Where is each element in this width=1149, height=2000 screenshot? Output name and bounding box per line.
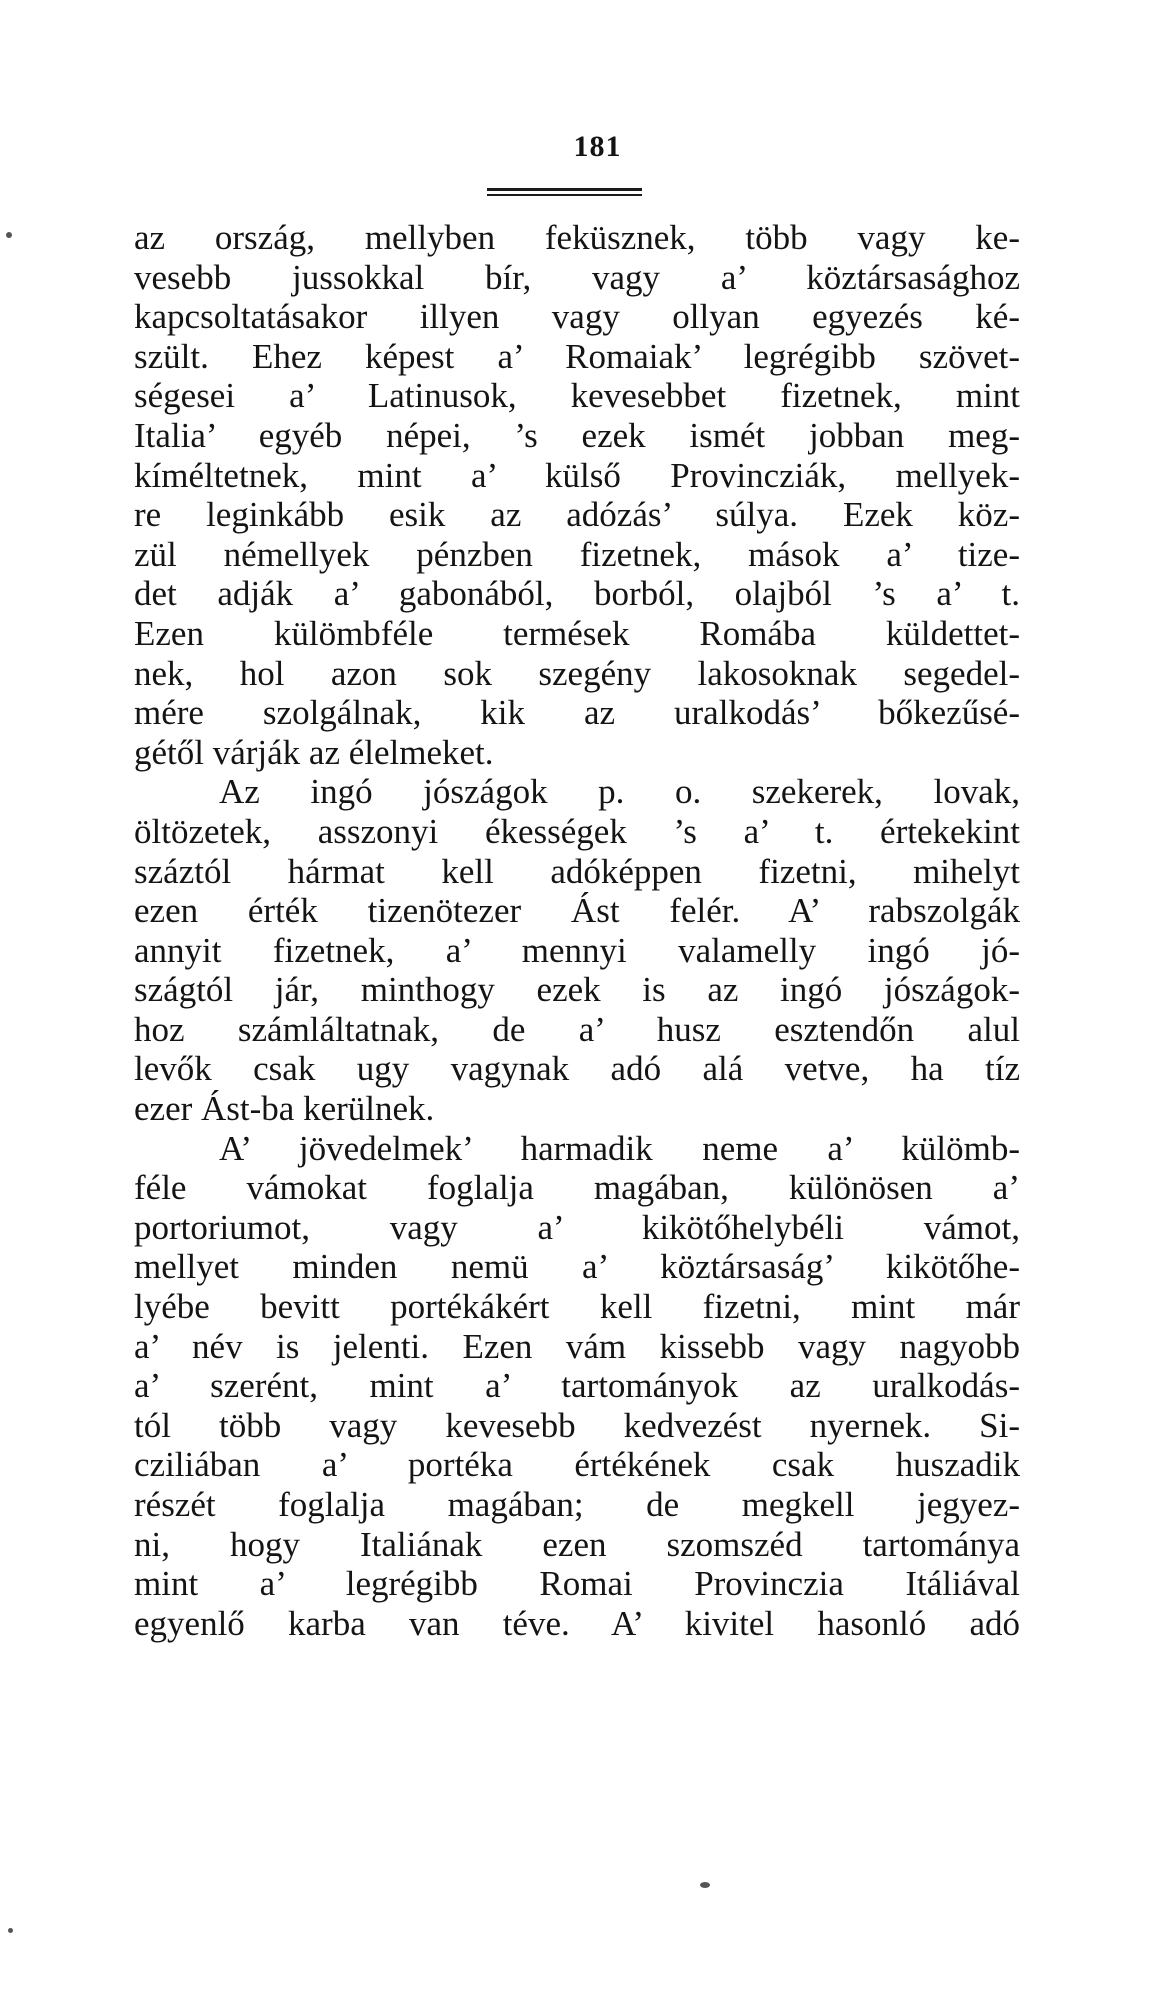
text-line: lyébe bevitt portékákért kell fizetni, mint már: [134, 1287, 1020, 1327]
header-rule-thin: [487, 194, 642, 196]
text-line: cziliában a’ portéka értékének csak huszadik: [134, 1445, 1020, 1485]
text-line: ségesei a’ Latinusok, kevesebbet fizetnek, mint: [134, 376, 1020, 416]
text-line: gétől várják az élelmeket.: [134, 732, 494, 772]
text-line: az ország, mellyben feküsznek, több vagy ke-: [134, 218, 1020, 257]
text-line: det adják a’ gabonából, borból, olajból ’s a’ t.: [134, 574, 1020, 614]
text-line: öltözetek, asszonyi ékességek ’s a’ t. értekekint: [134, 811, 1020, 851]
text-line: részét foglalja magában; de megkell jegyez-: [134, 1485, 1020, 1524]
text-line: mellyet minden nemü a’ köztársaság’ kikötőhe-: [134, 1247, 1020, 1287]
text-line: kíméltetnek, mint a’ külső Provincziák, mellyek-: [134, 455, 1020, 495]
text-line: portoriumot, vagy a’ kikötőhelybéli vámot,: [134, 1207, 1020, 1247]
header-rule: [487, 188, 642, 191]
text-line: mére szolgálnak, kik az uralkodás’ bőkezűsé-: [134, 693, 1020, 733]
text-line: levők csak ugy vagynak adó alá vetve, ha tíz: [134, 1049, 1020, 1089]
text-line: ezen érték tizenötezer Ást felér. A’ rabszolgák: [134, 891, 1020, 931]
text-line: szült. Ehez képest a’ Romaiak’ legrégibb szövet-: [134, 336, 1020, 376]
paper-speck: [6, 232, 12, 238]
text-line: mint a’ legrégibb Romai Provinczia Itáliával: [134, 1564, 1020, 1604]
text-line: féle vámokat foglalja magában, különösen a’: [134, 1168, 1020, 1208]
paper-speck: [700, 1882, 710, 1888]
text-line: ezer Ást-ba kerülnek.: [134, 1089, 435, 1129]
text-line: száztól hármat kell adóképpen fizetni, mihelyt: [134, 851, 1020, 891]
page-number: 181: [573, 130, 622, 163]
text-line: egyenlő karba van téve. A’ kivitel hasonló adó: [134, 1603, 1020, 1643]
text-line: Ezen külömbféle termések Romába küldettet-: [134, 613, 1020, 653]
text-line: annyit fizetnek, a’ mennyi valamelly ingó jó-: [134, 930, 1020, 970]
text-line: kapcsoltatásakor illyen vagy ollyan egyezés ké-: [134, 297, 1020, 337]
paper-speck: [8, 1928, 13, 1933]
text-line: a’ név is jelenti. Ezen vám kissebb vagy nagyobb: [134, 1326, 1020, 1366]
text-line: szágtól jár, minthogy ezek is az ingó jószágok-: [134, 970, 1020, 1010]
text-line: hoz számláltatnak, de a’ husz esztendőn alul: [134, 1009, 1020, 1049]
text-line: nek, hol azon sok szegény lakosoknak segedel-: [134, 653, 1020, 693]
text-line: re leginkább esik az adózás’ súlya. Ezek köz-: [134, 495, 1020, 535]
text-line: a’ szerént, mint a’ tartományok az uralkodás-: [134, 1366, 1020, 1406]
text-line: Az ingó jószágok p. o. szekerek, lovak,: [219, 772, 1020, 812]
text-line: zül némellyek pénzben fizetnek, mások a’ tize-: [134, 534, 1020, 574]
text-line: vesebb jussokkal bír, vagy a’ köztársasághoz: [134, 257, 1020, 297]
text-line: A’ jövedelmek’ harmadik neme a’ külömb-: [219, 1128, 1020, 1168]
text-line: ni, hogy Italiának ezen szomszéd tartománya: [134, 1524, 1020, 1564]
text-line: tól több vagy kevesebb kedvezést nyernek. Si-: [134, 1405, 1020, 1445]
body-text: [134, 218, 1020, 1643]
text-line: Italia’ egyéb népei, ’s ezek ismét jobban meg-: [134, 415, 1020, 455]
